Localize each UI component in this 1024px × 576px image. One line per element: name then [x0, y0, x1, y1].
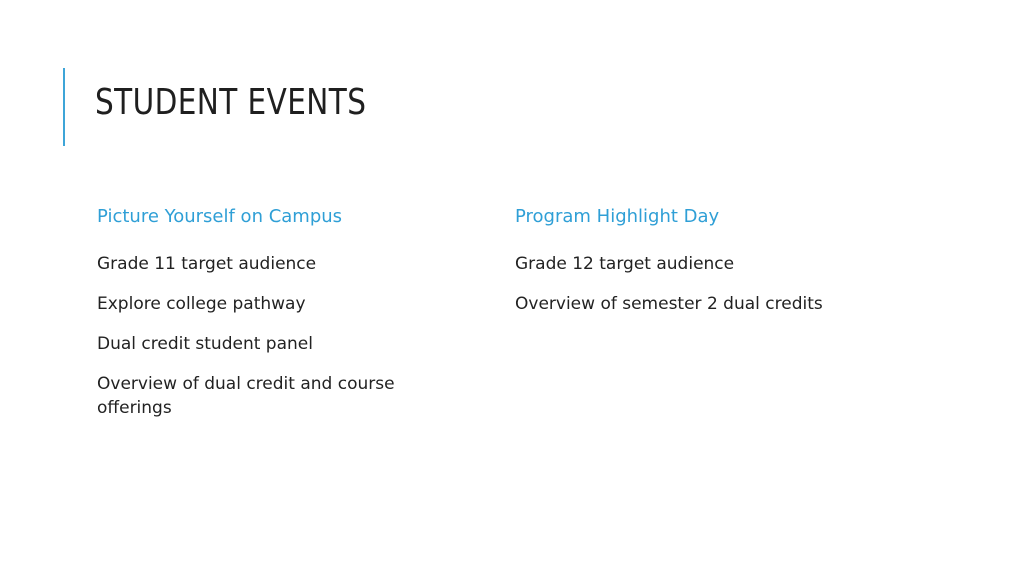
title-accent-bar	[63, 68, 65, 146]
list-item: Grade 12 target audience	[515, 254, 735, 274]
left-column-heading: Picture Yourself on Campus	[97, 206, 343, 227]
right-column-list	[515, 252, 875, 316]
list-item: Grade 11 target audience	[97, 254, 317, 274]
slide-title: STUDENT EVENTS	[95, 82, 367, 123]
left-column	[97, 205, 457, 436]
left-column-list	[97, 252, 457, 420]
list-item: Overview of semester 2 dual credits	[515, 294, 823, 314]
right-column-heading: Program Highlight Day	[515, 206, 720, 227]
list-item: Explore college pathway	[97, 294, 306, 314]
list-item: Dual credit student panel	[97, 334, 313, 354]
list-item: Overview of dual credit and course offerings	[97, 374, 395, 418]
right-column	[515, 205, 875, 332]
